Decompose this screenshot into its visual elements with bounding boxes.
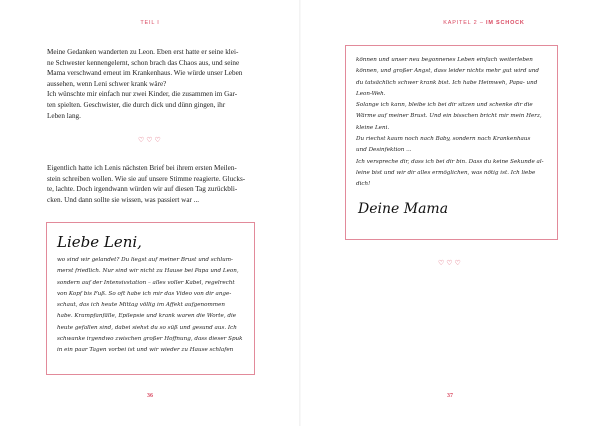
text-line: stein schreiben wollen. Wie sie auf unsere Stimme reagierte. Glucks- [47, 174, 246, 183]
letter-line: merst friedlich. Nur sind wir nicht zu Hause bei Papa und Leon, [57, 268, 239, 275]
text-line: cken. Und dann sollte sie wissen, was passiert war ... [47, 195, 200, 204]
text-line: ten spielten. Geschwister, die durch dick und dünn gingen, ihr [47, 100, 226, 109]
letter-text [57, 255, 246, 357]
hearts-ornament: ♡♡♡ [138, 137, 163, 144]
letter-line: können, und großer Angst, dass leider nichts mehr gut wird und [356, 68, 539, 75]
letter-line: schaut, das ich heute Mittag völlig im Affekt aufgenommen [57, 302, 226, 309]
signature: Deine Mama [358, 201, 449, 217]
letter-line: wo sind wir gelandet? Du liegst auf meiner Brust und schlum- [57, 257, 233, 263]
page-number-right: 37 [447, 393, 453, 399]
letter-line: von Kopf bis Fuß. So oft habe ich mir das Video von dir ange- [57, 290, 232, 297]
letter-greeting: Liebe Leni, [57, 233, 142, 251]
letter-line: Solange ich kann, bleibe ich bei dir sitzen und schenke dir die [356, 102, 533, 109]
header-chapter-title: IM SCHOCK [486, 20, 525, 26]
letter-line: Leon-Weh. [356, 90, 386, 97]
letter-line: in ein paar Tagen vorbei ist und wir wieder zu Hause schlafen [57, 347, 234, 354]
letter-box-left [46, 222, 255, 375]
header-chapter: KAPITEL 2 – [443, 20, 487, 26]
hearts-ornament: ♡♡♡ [438, 260, 463, 267]
text-line: Leben lang. [47, 111, 81, 120]
text-line: Mama verschwand erneut im Krankenhaus. Wie würde unser Leben [47, 69, 243, 78]
letter-line: und Desinfektion ... [356, 147, 412, 154]
letter-line: habe. Krampfanfälle, Epilepsie und krank waren die Worte, die [57, 313, 237, 320]
text-line: ne Schwester kennengelernt, schon brach das Chaos aus, und seine [47, 58, 240, 67]
letter-box-right [345, 45, 558, 240]
letter-line: Du riechst kaum noch nach Baby, sondern nach Krankenhaus [356, 136, 531, 143]
letter-line: Wärme auf meiner Brust. Und ein bisschen bricht mir mein Herz, [356, 113, 542, 120]
text-line: Ich wünschte mir einfach nur zwei Kinder, die zusammen im Gar- [47, 90, 238, 99]
letter-line: kleine Leni. [356, 124, 390, 131]
page-number-left: 36 [147, 393, 153, 399]
letter-line: leine bist und wir dir alles ermöglichen, was nötig ist. Ich liebe [356, 169, 536, 176]
letter-line: sondern auf der Intensivstation – alles voller Kabel, regelrecht [57, 279, 235, 286]
text-line: aussehen, wenn Leni schwer krank wäre? [47, 79, 167, 88]
text-line: Eigentlich hatte ich Lenis nächsten Brief bei ihrem ersten Meilen- [47, 164, 237, 172]
right-page [300, 0, 600, 426]
running-header-right [368, 20, 600, 26]
letter-line: können und unser neu begonnenes Leben einfach weiterleben [356, 57, 533, 63]
text-line: te, lachte. Doch irgendwann würden wir auf diesen Tag zurückbli- [47, 185, 238, 194]
letter-line: schwanke irgendwo zwischen großer Hoffnung, dass dieser Spuk [57, 336, 243, 343]
letter-text [356, 55, 549, 191]
letter-line: du tatsächlich schwer krank bist. Ich habe Heimweh, Papa- und [356, 79, 538, 86]
text-line: Meine Gedanken wanderten zu Leon. Eben erst hatte er seine klei- [47, 48, 239, 56]
letter-line: dich! [356, 181, 371, 188]
paragraph-1 [47, 47, 257, 121]
letter-line: heute gefallen sind, dabei siehst du so süß und gesund aus. Ich [57, 324, 237, 331]
running-header-left: TEIL I [140, 20, 160, 26]
paragraph-2 [47, 163, 257, 205]
letter-line: Ich verspreche dir, dass ich bei dir bin. Dass du keine Sekunde al- [356, 158, 544, 165]
